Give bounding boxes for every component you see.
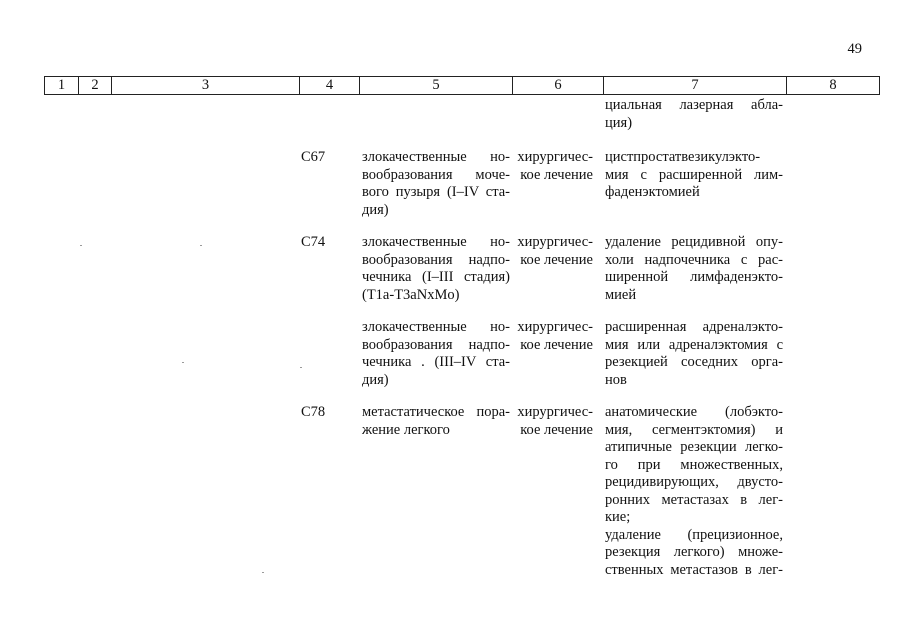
method-line: ширенной лимфаденэкто-	[605, 269, 783, 285]
method-line: цистпростатвезикулэкто-	[605, 149, 761, 165]
method-line: удаление (прецизионное,	[605, 526, 783, 543]
header-col-2: 2	[79, 77, 112, 95]
diagnosis-line: чечника . (III–IV ста-	[362, 354, 510, 370]
method-line: ция)	[605, 114, 633, 131]
treatment-line: хирургичес-	[517, 149, 593, 165]
treatment-type-cell	[515, 234, 593, 269]
scan-speck	[80, 245, 82, 246]
diagnosis-line: дия)	[362, 371, 389, 388]
method-line: ственных метастазов в лег-	[605, 561, 783, 578]
diagnosis-line: злокачественные но-	[362, 234, 510, 250]
treatment-type-cell	[515, 404, 593, 439]
header-col-8: 8	[787, 77, 880, 95]
diagnosis-cell	[362, 149, 510, 219]
diagnosis-line: вообразования надпо-	[362, 336, 510, 353]
icd-code: C78	[301, 404, 326, 420]
diagnosis-line: дия)	[362, 201, 389, 218]
diagnosis-cell	[362, 319, 510, 389]
method-line: циальная лазерная абла-	[605, 97, 783, 113]
treatment-type-cell	[515, 149, 593, 184]
method-line: мия, сегментэктомия) и	[605, 421, 783, 438]
treatment-type-cell	[515, 319, 593, 354]
diagnosis-line: жение легкого	[362, 421, 450, 438]
method-line: резекцией соседних орга-	[605, 354, 783, 370]
icd-code: C74	[301, 234, 326, 250]
method-line: нов	[605, 371, 627, 388]
header-col-6: 6	[513, 77, 604, 95]
method-line: расширенная адреналэкто-	[605, 319, 783, 335]
method-cell	[605, 149, 783, 202]
method-line: рецидивирующих, двусто-	[605, 474, 783, 490]
treatment-line: хирургичес-	[517, 404, 593, 420]
header-col-4: 4	[300, 77, 360, 95]
method-line: ронних метастазах в лег-	[605, 491, 783, 508]
page-number: 49	[847, 41, 862, 57]
diagnosis-line: вого пузыря (I–IV ста-	[362, 184, 510, 200]
header-col-7: 7	[604, 77, 787, 95]
column-number-header	[44, 76, 880, 95]
diagnosis-line: злокачественные но-	[362, 149, 510, 165]
header-col-1: 1	[45, 77, 79, 95]
method-line: мия с расширенной лим-	[605, 166, 783, 183]
diagnosis-cell	[362, 234, 510, 304]
header-col-3: 3	[112, 77, 300, 95]
diagnosis-line: чечника (I–III стадия)	[362, 269, 510, 285]
method-line: мия или адреналэктомия с	[605, 336, 783, 353]
method-line: фаденэктомией	[605, 184, 700, 200]
method-line: кие;	[605, 509, 631, 525]
method-line: го при множественных,	[605, 456, 783, 473]
treatment-line: кое лечение	[520, 336, 593, 353]
method-line: холи надпочечника с рас-	[605, 251, 783, 268]
treatment-line: хирургичес-	[517, 234, 593, 250]
method-line: мией	[605, 286, 637, 303]
diagnosis-line: метастатическое пора-	[362, 404, 510, 420]
diagnosis-line: (T1a-T3aNxMo)	[362, 286, 460, 303]
treatment-line: хирургичес-	[517, 319, 593, 335]
scan-speck	[262, 572, 264, 573]
method-cell	[605, 319, 783, 389]
icd-code: C67	[301, 149, 326, 165]
scan-speck	[200, 245, 202, 246]
method-line: атипичные резекции легко-	[605, 439, 783, 455]
treatment-line: кое лечение	[520, 166, 593, 183]
continuation-method-cell	[605, 97, 783, 132]
header-col-5: 5	[360, 77, 513, 95]
method-line: резекция легкого) множе-	[605, 544, 783, 560]
method-cell	[605, 404, 783, 579]
treatment-line: кое лечение	[520, 421, 593, 438]
method-line: анатомические (лобэкто-	[605, 404, 783, 420]
diagnosis-line: вообразования моче-	[362, 166, 510, 183]
scan-speck	[182, 362, 184, 363]
scan-speck	[300, 367, 302, 368]
method-cell	[605, 234, 783, 304]
method-line: удаление рецидивной опу-	[605, 234, 783, 250]
diagnosis-line: вообразования надпо-	[362, 251, 510, 268]
diagnosis-cell	[362, 404, 510, 439]
diagnosis-line: злокачественные но-	[362, 319, 510, 335]
treatment-line: кое лечение	[520, 251, 593, 268]
